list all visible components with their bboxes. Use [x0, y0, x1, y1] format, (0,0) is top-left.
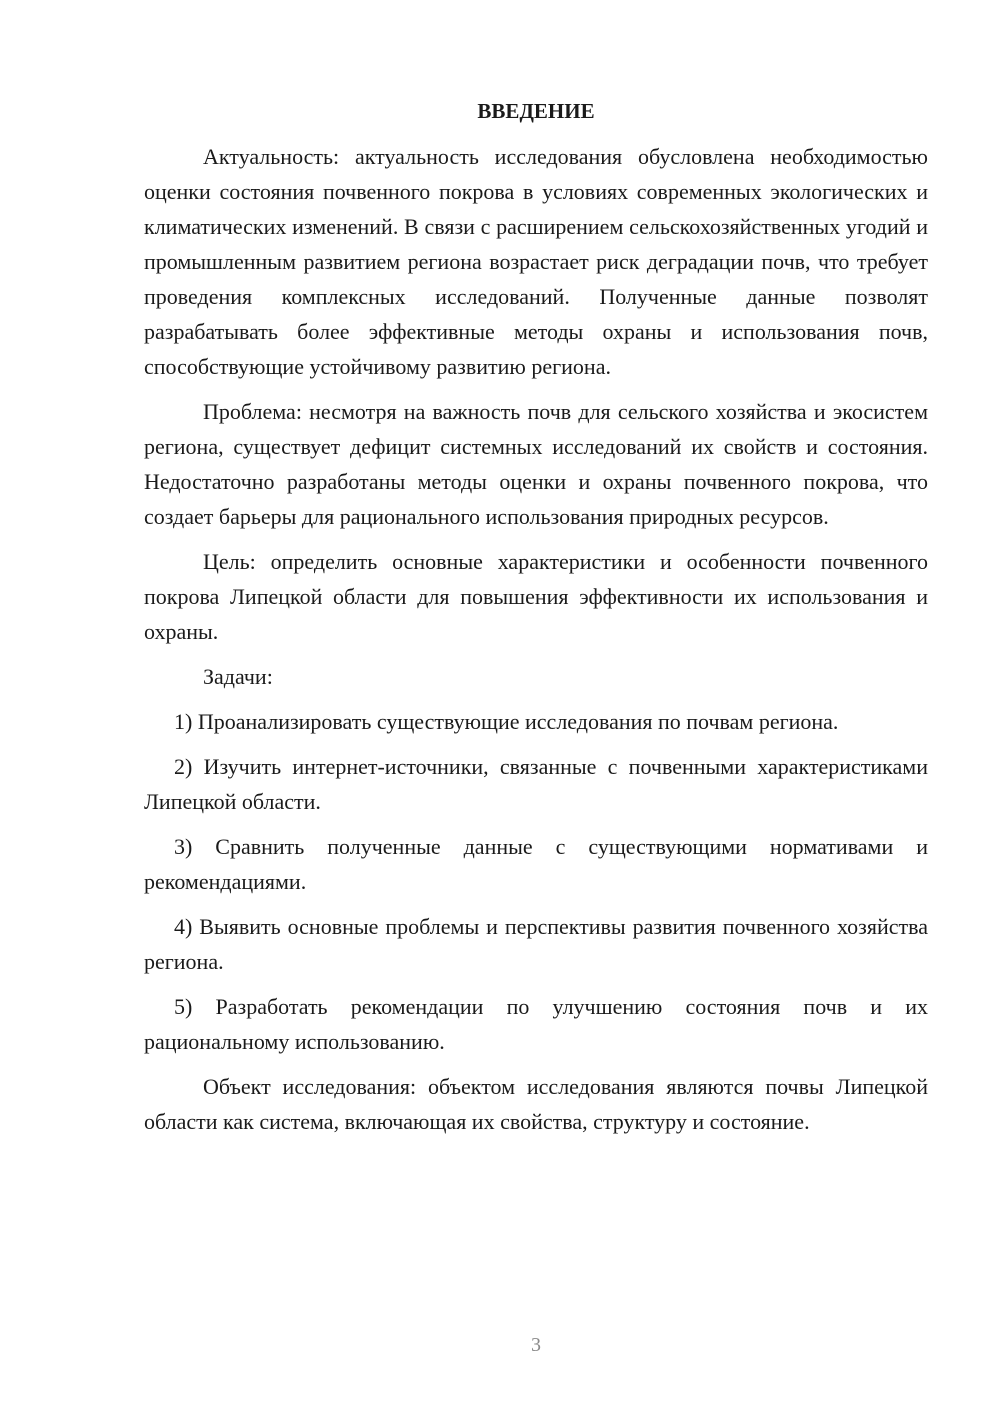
goal-paragraph: Цель: определить основные характеристики и особенности почвенного покрова Липецкой области для повышения эффективности их использования и охраны.: [144, 549, 928, 644]
page-content: [144, 94, 928, 1149]
page-number: 3: [531, 1334, 541, 1356]
task-item-2: 2) Изучить интернет-источники, связанные с почвенными характеристиками Липецкой области.: [144, 754, 928, 814]
problem-paragraph: Проблема: несмотря на важность почв для сельского хозяйства и экосистем региона, существует дефицит системных исследований их свойств и состояния. Недостаточно разработаны методы оценки и охраны почвенного покрова, что создает барьеры для рационального использования природных ресурсов.: [144, 399, 928, 529]
relevance-paragraph: Актуальность: актуальность исследования обусловлена необходимостью оценки состояния почвенного покрова в условиях современных экологических и климатических изменений. В связи с расширением сельскохозяйственных угодий и промышленным развитием региона возрастает риск деградации почв, что требует проведения комплексных исследований. Полученные данные позволят разрабатывать более эффективные методы охраны и использования почв, способствующие устойчивому развитию региона.: [144, 144, 928, 379]
task-item-3: 3) Сравнить полученные данные с существующими нормативами и рекомендациями.: [144, 834, 928, 894]
tasks-heading: Задачи:: [203, 664, 273, 689]
task-item-1: 1) Проанализировать существующие исследования по почвам региона.: [174, 709, 839, 734]
task-item-4: 4) Выявить основные проблемы и перспективы развития почвенного хозяйства региона.: [144, 914, 928, 974]
object-paragraph: Объект исследования: объектом исследования являются почвы Липецкой области как система, включающая их свойства, структуру и состояние.: [144, 1074, 928, 1134]
task-item-5: 5) Разработать рекомендации по улучшению состояния почв и их рациональному использованию.: [144, 994, 928, 1054]
section-title: ВВЕДЕНИЕ: [477, 99, 595, 123]
